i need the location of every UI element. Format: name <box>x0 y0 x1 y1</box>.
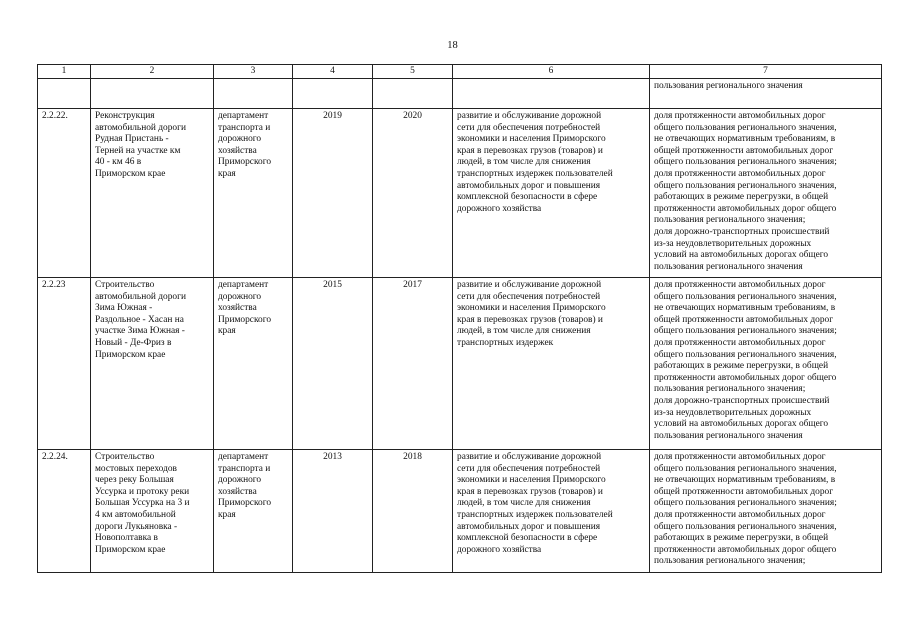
text-line: комплексной безопасности в сфере <box>457 192 598 203</box>
measure-name-cell <box>91 278 214 450</box>
text-line: доля протяженности автомобильных дорог <box>654 280 826 290</box>
table-row <box>38 109 882 278</box>
header-row <box>38 65 882 79</box>
end-year: 2017 <box>373 278 453 450</box>
text-line: не отвечающих нормативным требованиям, в <box>654 134 836 145</box>
text-line: края в перевозках грузов (товаров) и <box>457 314 603 325</box>
text-line: пользования регионального значения; <box>654 384 806 395</box>
goal-cell <box>453 109 650 278</box>
text-line: протяженности автомобильных дорог общего <box>654 544 837 555</box>
text-line: Приморском крае <box>95 544 166 555</box>
text-line: Приморского <box>218 314 272 325</box>
text-line: департамент <box>218 452 269 462</box>
item-number: 2.2.23 <box>38 278 91 450</box>
text-line: доля протяженности автомобильных дорог <box>654 452 826 462</box>
text-line: транспортных издержек <box>457 337 554 348</box>
text-line: развитие и обслуживание дорожной <box>457 452 602 462</box>
text-line: автомобильной дороги <box>95 291 186 302</box>
text-line: Реконструкция <box>95 111 155 121</box>
text-line: департамент <box>218 280 269 290</box>
table-row <box>38 278 882 450</box>
text-line: участке Зима Южная - <box>95 326 185 337</box>
page-number: 18 <box>447 40 458 51</box>
text-line: края <box>218 168 236 179</box>
text-line: общего пользования регионального значения; <box>654 326 837 337</box>
item-number: 2.2.24. <box>38 450 91 573</box>
text-line: Строительство <box>95 280 155 290</box>
text-line: пользования регионального значения <box>654 261 803 272</box>
text-line: общей протяженности автомобильных дорог <box>654 486 834 497</box>
text-line: дорожного хозяйства <box>457 203 542 214</box>
header-cell: 2 <box>91 65 214 79</box>
text-line: доля протяженности автомобильных дорог <box>654 509 826 520</box>
text-line: пользования регионального значения; <box>654 556 806 567</box>
text-line: края в перевозках грузов (товаров) и <box>457 486 603 497</box>
text-line: экономики и населения Приморского <box>457 134 606 145</box>
measure-name-cell <box>91 109 214 278</box>
text-line: работающих в режиме перегрузки, в общей <box>654 361 829 372</box>
text-line: хозяйства <box>218 145 257 156</box>
indicators-cell <box>650 278 882 450</box>
text-line: общего пользования регионального значения, <box>654 521 837 532</box>
text-line: протяженности автомобильных дорог общего <box>654 372 837 383</box>
header-cell: 6 <box>453 65 650 79</box>
text-line: условий на автомобильных дорогах общего <box>654 250 829 261</box>
text-line: пользования регионального значения <box>654 430 803 441</box>
text-line: общей протяженности автомобильных дорог <box>654 145 834 156</box>
text-line: людей, в том числе для снижения <box>457 326 591 337</box>
text-line: дорожного хозяйства <box>457 544 542 555</box>
text-line: автомобильной дороги <box>95 122 186 133</box>
text-line: Приморского <box>218 498 272 509</box>
text-line: общего пользования регионального значения, <box>654 180 837 191</box>
end-year: 2020 <box>373 109 453 278</box>
text-line: транспортных издержек пользователей <box>457 168 613 179</box>
text-line: транспорта и <box>218 463 271 474</box>
header-cell: 5 <box>373 65 453 79</box>
text-line: края <box>218 509 236 520</box>
text-line: общего пользования регионального значения, <box>654 122 837 133</box>
text-line: дорожного <box>218 134 262 145</box>
start-year: 2019 <box>293 109 373 278</box>
text-line: работающих в режиме перегрузки, в общей <box>654 192 829 203</box>
text-line: экономики и населения Приморского <box>457 303 606 314</box>
text-line: из-за неудовлетворительных дорожных <box>654 238 812 249</box>
text-line: пользования регионального значения <box>654 81 803 91</box>
goal-cell <box>453 278 650 450</box>
text-line: общего пользования регионального значения, <box>654 463 837 474</box>
empty-cell <box>91 79 214 109</box>
text-line: Приморском крае <box>95 168 166 179</box>
text-line: края <box>218 326 236 337</box>
header-cell: 3 <box>214 65 293 79</box>
text-line: условий на автомобильных дорогах общего <box>654 419 829 430</box>
text-line: общего пользования регионального значения, <box>654 349 837 360</box>
text-line: Строительство <box>95 452 155 462</box>
goal-cell <box>453 450 650 573</box>
item-number: 2.2.22. <box>38 109 91 278</box>
text-line: из-за неудовлетворительных дорожных <box>654 407 812 418</box>
header-cell: 7 <box>650 65 882 79</box>
department-cell <box>214 109 293 278</box>
text-line: департамент <box>218 111 269 121</box>
text-line: развитие и обслуживание дорожной <box>457 280 602 290</box>
continuation-row <box>38 79 882 109</box>
department-cell <box>214 450 293 573</box>
text-line: общей протяженности автомобильных дорог <box>654 314 834 325</box>
text-line: транспортных издержек пользователей <box>457 509 613 520</box>
text-line: через реку Большая <box>95 475 174 486</box>
text-line: людей, в том числе для снижения <box>457 157 591 168</box>
end-year: 2018 <box>373 450 453 573</box>
empty-cell <box>38 79 91 109</box>
empty-cell <box>373 79 453 109</box>
text-line: 4 км автомобильной <box>95 509 176 520</box>
text-line: работающих в режиме перегрузки, в общей <box>654 533 829 544</box>
header-cell: 1 <box>38 65 91 79</box>
text-line: дороги Лукьяновка - <box>95 521 178 532</box>
text-line: Терней на участке км <box>95 145 181 156</box>
text-line: доля дорожно-транспортных происшествий <box>654 395 830 406</box>
text-line: комплексной безопасности в сфере <box>457 533 598 544</box>
start-year: 2015 <box>293 278 373 450</box>
text-line: автомобильных дорог и повышения <box>457 180 601 191</box>
text-line: пользования регионального значения; <box>654 215 806 226</box>
text-line: доля протяженности автомобильных дорог <box>654 111 826 121</box>
text-line: не отвечающих нормативным требованиям, в <box>654 303 836 314</box>
indicators-cell <box>650 450 882 573</box>
text-line: сети для обеспечения потребностей <box>457 291 601 302</box>
text-line: Новополтавка в <box>95 533 158 544</box>
start-year: 2013 <box>293 450 373 573</box>
measures-table <box>37 64 882 573</box>
table-row <box>38 450 882 573</box>
measure-name-cell <box>91 450 214 573</box>
text-line: Новый - Де-Фриз в <box>95 337 172 348</box>
text-line: Уссурка и протоку реки <box>95 486 190 497</box>
department-cell <box>214 278 293 450</box>
text-line: 40 - км 46 в <box>95 157 142 168</box>
text-line: хозяйства <box>218 486 257 497</box>
text-line: Рудная Пристань - <box>95 134 169 145</box>
text-line: протяженности автомобильных дорог общего <box>654 203 837 214</box>
text-line: Большая Уссурка на 3 и <box>95 498 190 509</box>
text-line: не отвечающих нормативным требованиям, в <box>654 475 836 486</box>
text-line: развитие и обслуживание дорожной <box>457 111 602 121</box>
empty-cell <box>214 79 293 109</box>
text-line: дорожного <box>218 291 262 302</box>
text-line: хозяйства <box>218 303 257 314</box>
text-line: сети для обеспечения потребностей <box>457 463 601 474</box>
text-line: Зима Южная - <box>95 303 153 314</box>
text-line: общего пользования регионального значения; <box>654 157 837 168</box>
text-line: экономики и населения Приморского <box>457 475 606 486</box>
text-line: общего пользования регионального значения, <box>654 291 837 302</box>
text-line: края в перевозках грузов (товаров) и <box>457 145 603 156</box>
text-line: мостовых переходов <box>95 463 177 474</box>
text-line: транспорта и <box>218 122 271 133</box>
text-line: Раздольное - Хасан на <box>95 314 184 325</box>
text-line: сети для обеспечения потребностей <box>457 122 601 133</box>
text-line: Приморском крае <box>95 349 166 360</box>
empty-cell <box>453 79 650 109</box>
text-line: доля дорожно-транспортных происшествий <box>654 226 830 237</box>
empty-cell <box>293 79 373 109</box>
text-line: людей, в том числе для снижения <box>457 498 591 509</box>
text-line: общего пользования регионального значения; <box>654 498 837 509</box>
text-line: доля протяженности автомобильных дорог <box>654 168 826 179</box>
indicators-cell <box>650 79 882 109</box>
text-line: автомобильных дорог и повышения <box>457 521 601 532</box>
text-line: дорожного <box>218 475 262 486</box>
text-line: Приморского <box>218 157 272 168</box>
header-cell: 4 <box>293 65 373 79</box>
text-line: доля протяженности автомобильных дорог <box>654 337 826 348</box>
indicators-cell <box>650 109 882 278</box>
